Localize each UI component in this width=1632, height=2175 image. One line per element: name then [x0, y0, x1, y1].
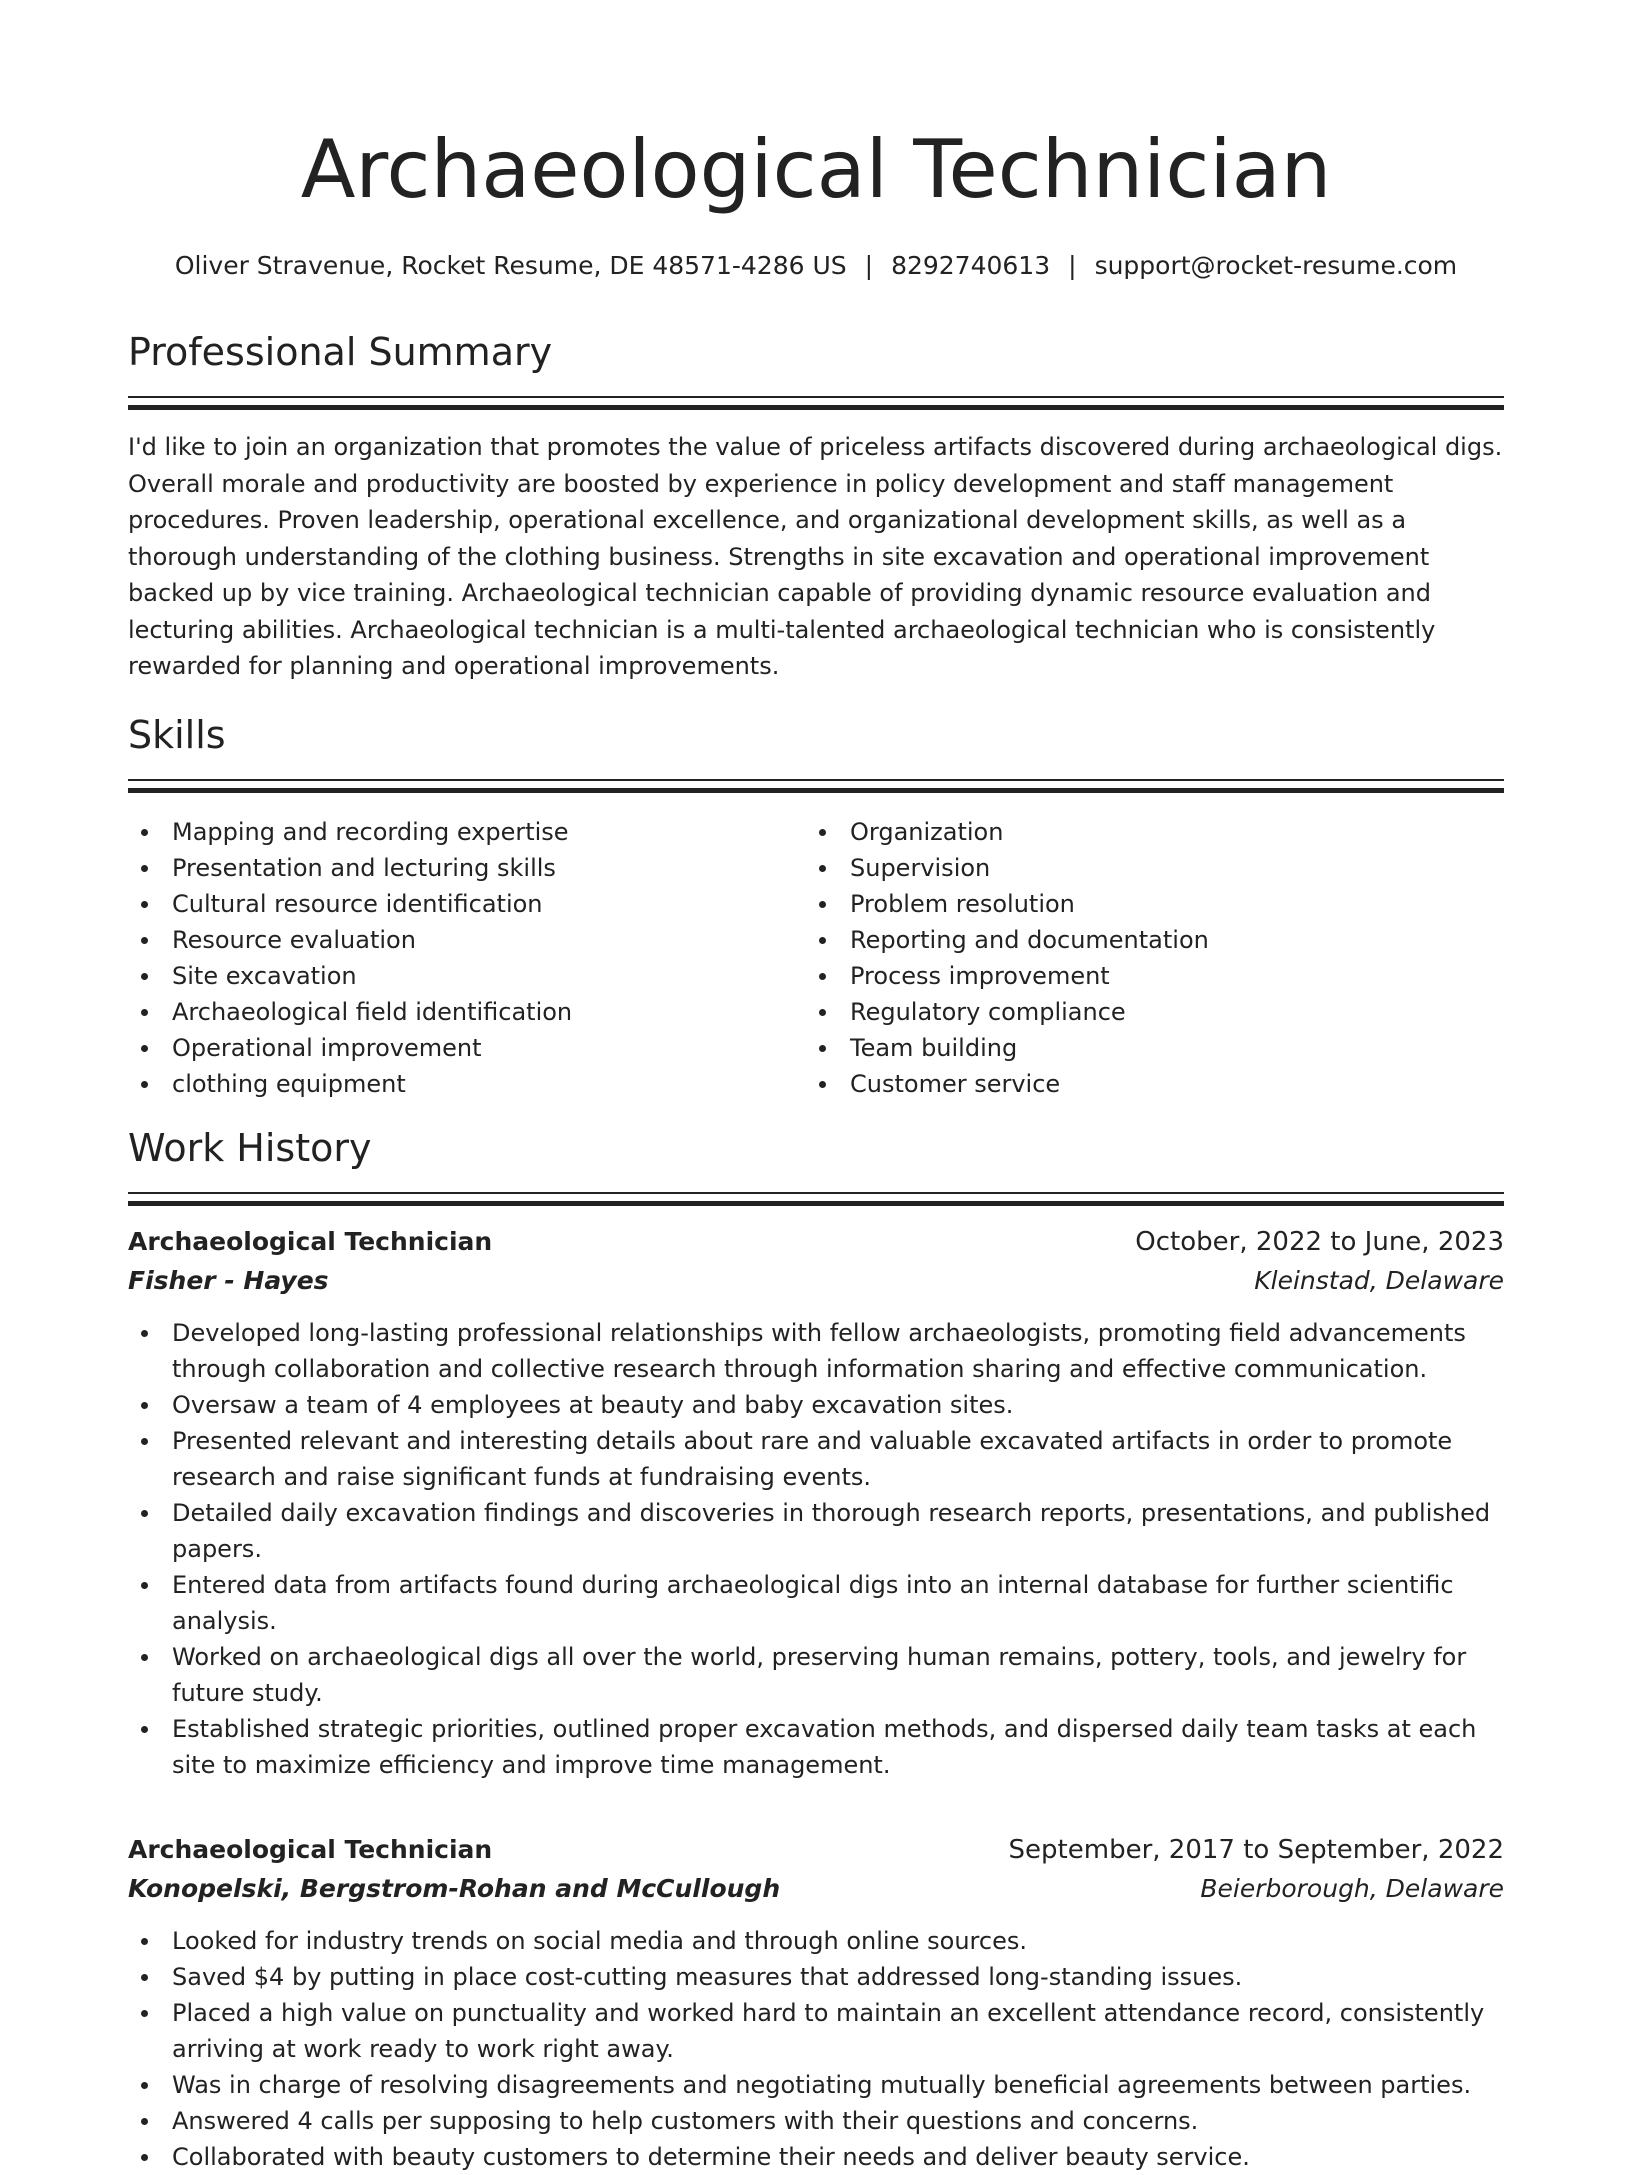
job-title: Archaeological Technician: [128, 1226, 493, 1256]
section-divider: [128, 779, 1504, 792]
skill-item: Site excavation: [128, 958, 806, 994]
job-bullet: Saved $4 by putting in place cost-cutting measures that addressed long-standing issues.: [128, 1959, 1504, 1995]
job-bullet: Established strategic priorities, outlined proper excavation methods, and dispersed daily team tasks at each site to maximize efficiency and improve time management.: [128, 1711, 1504, 1783]
job-entry: [128, 1831, 1504, 2175]
skill-item: Customer service: [806, 1066, 1504, 1102]
job-location: Beierborough, Delaware: [1200, 1873, 1504, 1903]
job-company: Fisher - Hayes: [128, 1265, 329, 1295]
section-title-summary: Professional Summary: [128, 330, 553, 374]
section-title-work-history: Work History: [128, 1125, 372, 1170]
skill-item: Operational improvement: [128, 1030, 806, 1066]
job-company-row: [128, 1869, 1504, 1909]
job-bullet: Detailed daily excavation findings and discoveries in thorough research reports, presentations, and published papers.: [128, 1495, 1504, 1567]
job-entry: [128, 1223, 1504, 1783]
skill-item: clothing equipment: [128, 1066, 806, 1102]
job-title: Archaeological Technician: [128, 1834, 493, 1864]
resume-name: Archaeological Technician: [300, 123, 1332, 216]
job-location: Kleinstad, Delaware: [1254, 1265, 1504, 1295]
section-title-skills: Skills: [128, 712, 226, 757]
skills-list-left: [128, 814, 806, 1102]
skill-item: Problem resolution: [806, 886, 1504, 922]
skills-section: [128, 711, 1504, 1102]
contact-line: [128, 250, 1504, 282]
skill-item: Reporting and documentation: [806, 922, 1504, 958]
skill-item: Supervision: [806, 850, 1504, 886]
skills-list-right: [806, 814, 1504, 1102]
section-divider: [128, 1192, 1504, 1205]
job-bullet: Presented relevant and interesting details about rare and valuable excavated artifacts in order to promote research and raise significant funds at fundraising events.: [128, 1423, 1504, 1495]
job-bullet: Was in charge of resolving disagreements and negotiating mutually beneficial agreements between parties.: [128, 2067, 1504, 2103]
job-bullet: Entered data from artifacts found during archaeological digs into an internal database for further scientific analysis.: [128, 1567, 1504, 1639]
job-bullet: Looked for industry trends on social media and through online sources.: [128, 1923, 1504, 1959]
skill-item: Resource evaluation: [128, 922, 806, 958]
job-bullet: Answered 4 calls per supposing to help customers with their questions and concerns.: [128, 2103, 1504, 2139]
contact-separator: |: [1068, 251, 1077, 280]
contact-phone: 8292740613: [891, 251, 1051, 280]
resume-page: [128, 0, 1504, 2175]
skills-columns: [128, 814, 1504, 1102]
skill-item: Process improvement: [806, 958, 1504, 994]
section-divider: [128, 396, 1504, 409]
professional-summary-section: [128, 328, 1504, 685]
job-header-row: [128, 1223, 1504, 1261]
job-bullet-list: [128, 1315, 1504, 1783]
job-bullet: Worked on archaeological digs all over the world, preserving human remains, pottery, tools, and jewelry for future study.: [128, 1639, 1504, 1711]
skill-item: Cultural resource identification: [128, 886, 806, 922]
skill-item: Team building: [806, 1030, 1504, 1066]
job-bullet: Developed long-lasting professional relationships with fellow archaeologists, promoting field advancements through collaboration and collective research through information sharing and effective communication.: [128, 1315, 1504, 1387]
skill-item: Regulatory compliance: [806, 994, 1504, 1030]
skill-item: Archaeological field identification: [128, 994, 806, 1030]
skill-item: Presentation and lecturing skills: [128, 850, 806, 886]
work-history-section: [128, 1124, 1504, 2175]
job-dates: September, 2017 to September, 2022: [1008, 1834, 1504, 1865]
job-company-row: [128, 1261, 1504, 1301]
skill-item: Organization: [806, 814, 1504, 850]
contact-email: support@rocket-resume.com: [1094, 251, 1458, 280]
summary-text: I'd like to join an organization that promotes the value of priceless artifacts discovered during archaeological digs. Overall morale and productivity are boosted by experience in policy development and staff management procedures. Proven leadership, operational excellence, and organizational development skills, as well as a thorough understanding of the clothing business. Strengths in site excavation and operational improvement backed up by vice training. Archaeological technician capable of providing dynamic resource evaluation and lecturing abilities. Archaeological technician is a multi-talented archaeological technician who is consistently rewarded for planning and operational improvements.: [128, 433, 1503, 680]
job-dates: October, 2022 to June, 2023: [1135, 1226, 1504, 1257]
job-bullet: Placed a high value on punctuality and worked hard to maintain an excellent attendance record, consistently arriving at work ready to work right away.: [128, 1995, 1504, 2067]
job-company: Konopelski, Bergstrom-Rohan and McCullough: [128, 1873, 781, 1903]
job-bullet: Oversaw a team of 4 employees at beauty and baby excavation sites.: [128, 1387, 1504, 1423]
job-header-row: [128, 1831, 1504, 1869]
job-bullet: Collaborated with beauty customers to determine their needs and deliver beauty service.: [128, 2139, 1504, 2175]
contact-separator: |: [864, 251, 874, 280]
job-bullet-list: [128, 1923, 1504, 2175]
contact-address: Oliver Stravenue, Rocket Resume, DE 48571-4286 US: [174, 251, 847, 280]
skill-item: Mapping and recording expertise: [128, 814, 806, 850]
